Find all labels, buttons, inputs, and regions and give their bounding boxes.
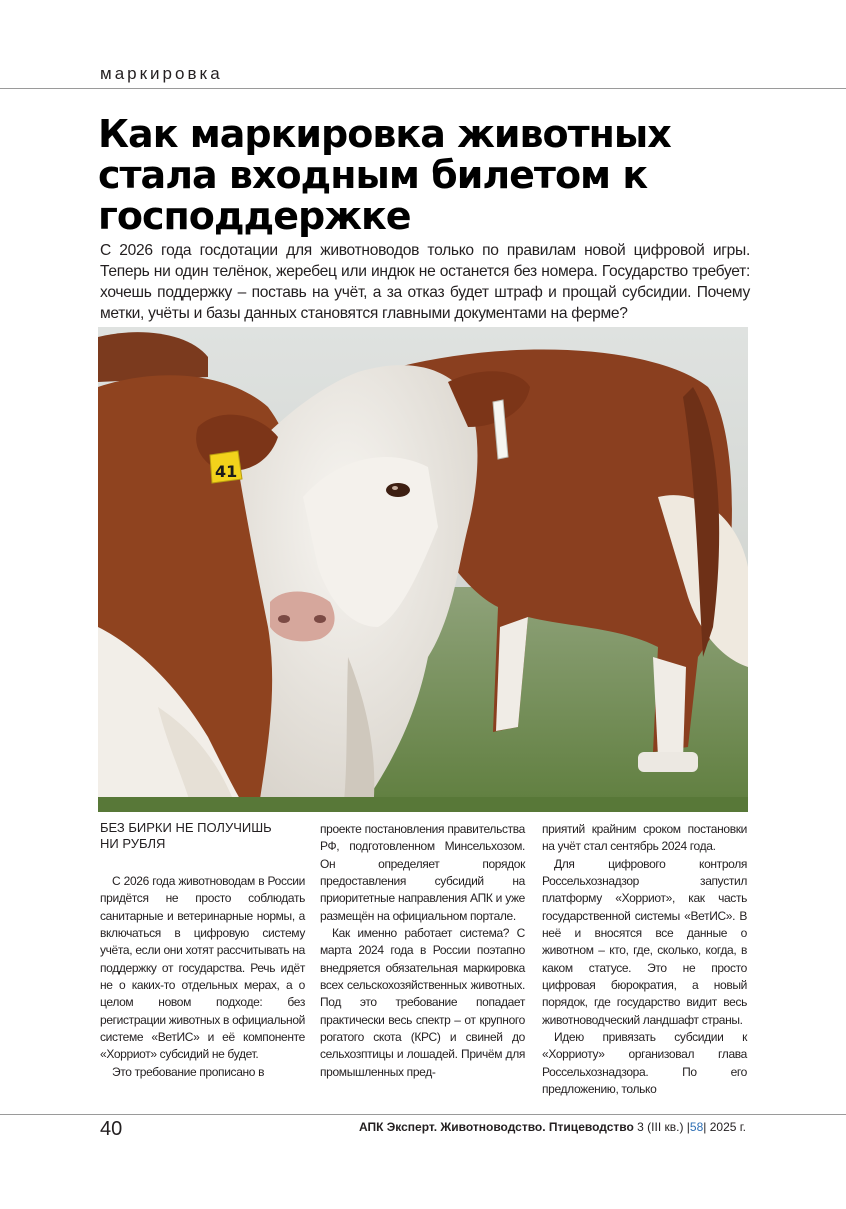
magazine-title: АПК Эксперт. Животноводство. Птицеводство [358, 1120, 634, 1134]
paragraph: приятий крайним сроком постановки на учёт стал сентябрь 2024 года. [542, 822, 747, 854]
paragraph: проекте постановления правительства РФ, подготовленном Минсельхозом. Он определяет порядок предоставления субсидий на приоритетные направления АПК и уже размещён на официальном портале. [320, 822, 525, 923]
issue-number: 58 [689, 1120, 704, 1134]
body-column-1 [100, 873, 305, 1081]
title-line-1: Как маркировка животных [98, 112, 671, 156]
issue-info: 3 (III кв.) | [637, 1120, 690, 1134]
page-number: 40 [100, 1118, 123, 1140]
title-line-2: стала входным билетом к [98, 153, 648, 197]
caption-line-1: БЕЗ БИРКИ НЕ ПОЛУЧИШЬ [100, 820, 272, 835]
cow-photo [98, 327, 748, 812]
ear-tag-number: 41 [215, 462, 238, 481]
article-lead: С 2026 года госдотации для животноводов только по правилам новой цифровой игры. Теперь ни один телёнок, жеребец или индюк не останется без номера. Государство требует: хочешь поддержку – поставь на учёт, а за отказ будет штраф и прощай субсидии. Почему метки, учёты и базы данных становятся главными документами на ферме? [100, 242, 750, 322]
paragraph: Как именно работает система? С марта 2024 года в России поэтапно внедряется обязательная маркировка всех сельскохозяйственных животных. Под это требование попадает практически весь спектр – от крупного рогатого скота (КРС) и свиней до сельхозптицы и лошадей. Причём для промышленных пред- [320, 926, 525, 1079]
paragraph: Для цифрового контроля Россельхознадзор запустил платформу «Хорриот», как часть государственной системы «ВетИС». В неё и вносятся все данные о животном – кто, где, сколько, когда, в каком статусе. Это не просто цифровая бюрократия, а новый порядок, где государство видит весь животноводческий ландшафт страны. [542, 856, 747, 1027]
body-column-3 [542, 821, 747, 1099]
magazine-footer [359, 1120, 746, 1134]
body-column-2 [320, 821, 525, 1081]
paragraph: Идею привязать субсидии к «Хорриоту» организовал глава Россельхознадзора. По его предложению, только [542, 1030, 747, 1097]
caption-line-2: НИ РУБЛЯ [100, 836, 166, 851]
issue-year: | 2025 г. [703, 1120, 746, 1134]
photo-caption [100, 820, 305, 852]
paragraph: С 2026 года животноводам в России придётся не просто соблюдать санитарные и ветеринарные нормы, а включаться в цифровую систему учёта, если они хотят рассчитывать на поддержку от государства. Речь идёт не о каких-то отдельных мерах, а о целом новом подходе: без регистрации животных в официальной системе «ВетИС» и её компоненте «Хорриот» субсидий не будет. [100, 874, 305, 1062]
title-line-3: господдержке [98, 194, 411, 238]
bottom-rule [0, 1114, 846, 1115]
article-title [98, 114, 798, 237]
section-label: маркировка [100, 64, 223, 83]
top-rule [0, 88, 846, 89]
paragraph: Это требование прописано в [112, 1064, 265, 1079]
